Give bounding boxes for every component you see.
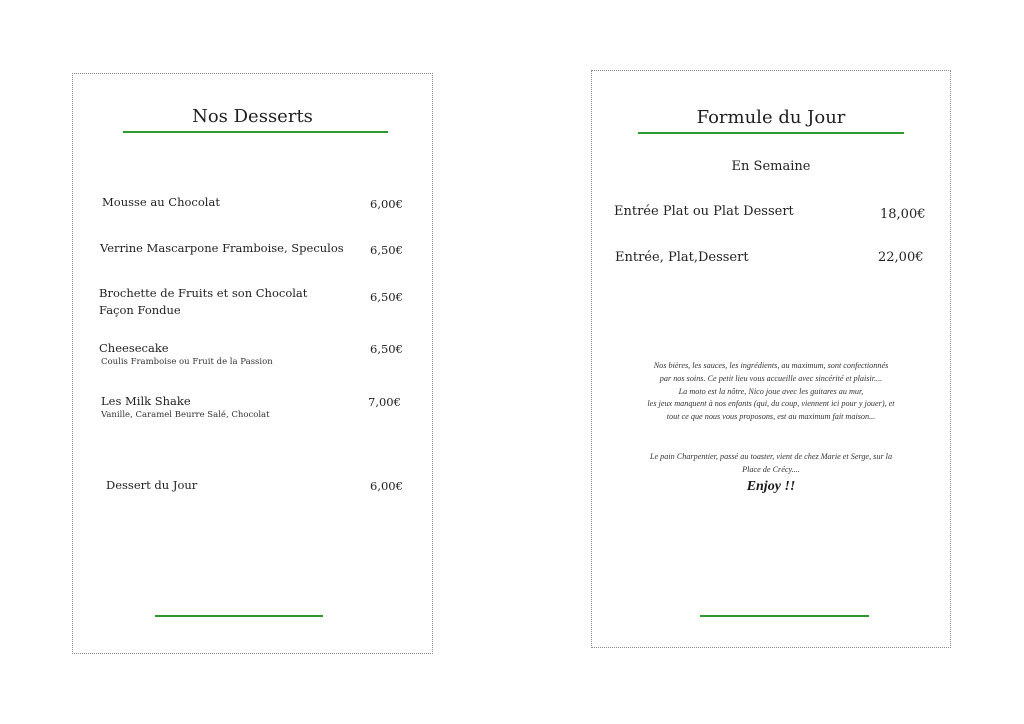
dessert-description: Vanille, Caramel Beurre Salé, Chocolat <box>101 410 270 420</box>
dessert-price: 6,50€ <box>370 342 403 356</box>
dessert-description: Coulis Framboise ou Fruit de la Passion <box>101 357 273 367</box>
note-line: La moto est la nôtre, Nico joue avec les guitares au mur, <box>678 386 864 396</box>
formule-page <box>591 70 951 648</box>
desserts-page <box>72 73 433 654</box>
dessert-name: Les Milk Shake <box>101 394 191 408</box>
dessert-price: 6,50€ <box>370 243 403 257</box>
note-line: tout ce que nous vous proposons, est au maximum fait maison... <box>666 412 876 422</box>
dessert-name: Dessert du Jour <box>106 478 198 492</box>
note-line: Le pain Charpentier, passé au toaster, vient de chez Marie et Serge, sur la <box>649 452 893 461</box>
note-line: Place de Crécy.... <box>742 464 800 474</box>
bottom-rule <box>700 615 869 617</box>
dessert-name: Mousse au Chocolat <box>102 195 220 209</box>
dessert-name: Brochette de Fruits et son Chocolat <box>99 286 308 300</box>
enjoy-text: Enjoy !! <box>746 479 796 494</box>
dessert-name: Verrine Mascarpone Framboise, Speculos <box>100 241 344 255</box>
dessert-price: 6,50€ <box>370 290 403 304</box>
bread-note <box>604 451 938 477</box>
formule-option-name: Entrée Plat ou Plat Dessert <box>614 204 794 219</box>
formule-option-price: 18,00€ <box>880 207 926 222</box>
title-underline <box>123 131 388 133</box>
dessert-name-line2: Façon Fondue <box>99 303 181 317</box>
formule-title: Formule du Jour <box>696 107 846 128</box>
formule-subtitle: En Semaine <box>731 159 811 174</box>
note-line: par nos soins. Ce petit lieu vous accueille avec sincérité et plaisir.... <box>659 373 883 383</box>
dessert-price: 6,00€ <box>370 197 403 211</box>
formule-option-price: 22,00€ <box>878 250 924 265</box>
bottom-rule <box>155 615 323 617</box>
title-underline <box>638 132 904 134</box>
dessert-price: 7,00€ <box>368 395 401 409</box>
dessert-name: Cheesecake <box>99 341 169 355</box>
dessert-price: 6,00€ <box>370 479 403 493</box>
house-note <box>604 360 938 424</box>
note-line: Nos bières, les sauces, les ingrédients, au maximum, sont confectionnés <box>653 361 889 370</box>
note-line: les jeux manquent à nos enfants (qui, du coup, viennent ici pour y jouer), et <box>647 399 895 409</box>
desserts-title: Nos Desserts <box>192 106 313 127</box>
formule-option-name: Entrée, Plat,Dessert <box>615 250 749 265</box>
